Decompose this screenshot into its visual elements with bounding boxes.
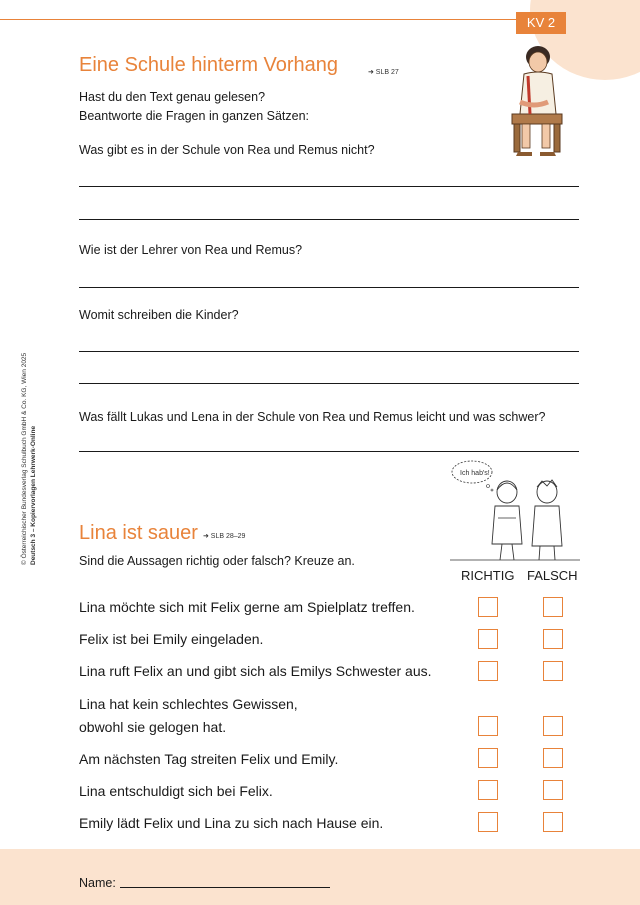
checkbox-richtig[interactable] <box>478 629 498 649</box>
checkbox-falsch[interactable] <box>543 597 563 617</box>
answer-line[interactable] <box>79 383 579 384</box>
statement-4b: obwohl sie gelogen hat. <box>79 719 227 735</box>
checkbox-falsch[interactable] <box>543 716 563 736</box>
copyright-line: © Österreichischer Bundesverlag Schulbuch GmbH & Co. KG, Wien 2025 <box>21 352 28 565</box>
checkbox-richtig[interactable] <box>478 597 498 617</box>
checkbox-falsch[interactable] <box>543 661 563 681</box>
section-title-schule: Eine Schule hinterm Vorhang <box>79 54 339 76</box>
book-reference: ➜ SLB 28–29 <box>203 533 246 540</box>
column-header-richtig: RICHTIG <box>461 568 515 583</box>
checkbox-falsch[interactable] <box>543 812 563 832</box>
statement-1: Lina möchte sich mit Felix gerne am Spielplatz treffen. <box>79 599 415 615</box>
roman-student-illustration <box>498 42 578 160</box>
task-instruction: Sind die Aussagen richtig oder falsch? Kreuze an. <box>79 554 355 568</box>
speech-bubble-text: Ich hab's! <box>460 470 490 477</box>
worksheet-badge: KV 2 <box>516 12 566 34</box>
statement-6: Lina entschuldigt sich bei Felix. <box>79 783 273 799</box>
instruction-line-1: Hast du den Text genau gelesen? <box>79 90 266 104</box>
name-label: Name: <box>79 876 116 890</box>
statement-3: Lina ruft Felix an und gibt sich als Emilys Schwester aus. <box>79 663 432 679</box>
checkbox-falsch[interactable] <box>543 629 563 649</box>
header-rule <box>0 19 560 20</box>
question-3: Womit schreiben die Kinder? <box>79 308 239 322</box>
copyright-sidebar <box>20 353 38 565</box>
statement-7: Emily lädt Felix und Lina zu sich nach Hause ein. <box>79 815 384 831</box>
instruction-line-2: Beantworte die Fragen in ganzen Sätzen: <box>79 109 310 123</box>
children-illustration <box>450 456 580 566</box>
section-title-lina: Lina ist sauer <box>79 522 198 544</box>
instructions <box>79 88 309 126</box>
question-2: Wie ist der Lehrer von Rea und Remus? <box>79 243 303 257</box>
answer-line[interactable] <box>79 219 579 220</box>
checkbox-richtig[interactable] <box>478 661 498 681</box>
book-reference: ➜ SLB 27 <box>368 69 399 76</box>
checkbox-richtig[interactable] <box>478 748 498 768</box>
statement-2: Felix ist bei Emily eingeladen. <box>79 631 264 647</box>
book-title-line: Deutsch 3 – Kopiervorlagen Lehrwerk-Online <box>30 425 37 565</box>
question-1: Was gibt es in der Schule von Rea und Remus nicht? <box>79 143 375 157</box>
name-field[interactable] <box>120 887 330 888</box>
checkbox-falsch[interactable] <box>543 748 563 768</box>
answer-line[interactable] <box>79 351 579 352</box>
checkbox-falsch[interactable] <box>543 780 563 800</box>
answer-line[interactable] <box>79 186 579 187</box>
statement-4a: Lina hat kein schlechtes Gewissen, <box>79 696 298 712</box>
answer-line[interactable] <box>79 451 579 452</box>
statement-5: Am nächsten Tag streiten Felix und Emily. <box>79 751 339 767</box>
checkbox-richtig[interactable] <box>478 716 498 736</box>
column-header-falsch: FALSCH <box>527 568 578 583</box>
answer-line[interactable] <box>79 287 579 288</box>
checkbox-richtig[interactable] <box>478 780 498 800</box>
question-4: Was fällt Lukas und Lena in der Schule von Rea und Remus leicht und was schwer? <box>79 410 546 424</box>
checkbox-richtig[interactable] <box>478 812 498 832</box>
